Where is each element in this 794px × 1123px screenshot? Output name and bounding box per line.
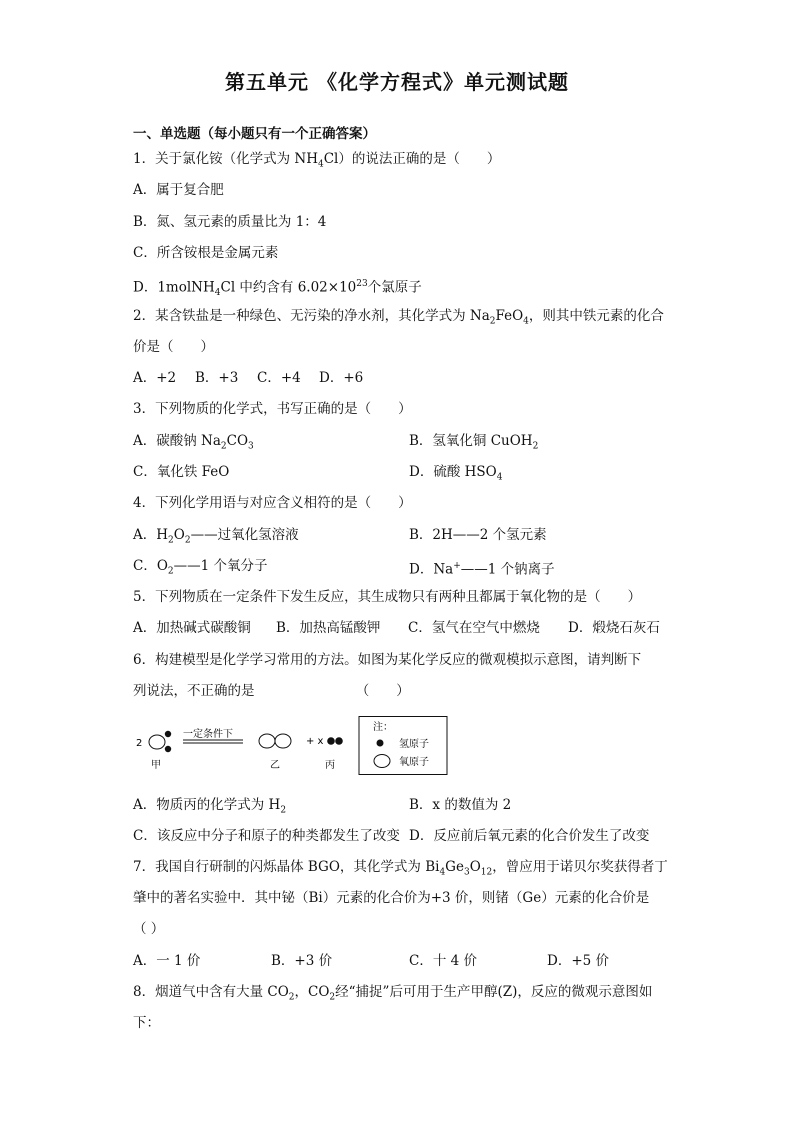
q1-d-sub: 4 <box>214 288 221 299</box>
section-heading: 一、单选题（每小题只有一个正确答案） <box>133 126 376 142</box>
q8-stem-line1 <box>133 982 652 1008</box>
q7-option-a: A．一 1 价 <box>133 953 201 969</box>
q7-sub2: 3 <box>463 867 470 878</box>
q5-option-c: C．氢气在空气中燃烧 <box>408 620 540 636</box>
q6-option-b: B．x 的数值为 2 <box>409 797 512 813</box>
q7-stem-a: 7．我国自行研制的闪烁晶体 BGO，其化学式为 Bi <box>133 859 440 875</box>
q7-stem-line3: （ ） <box>133 921 165 937</box>
q1-option-b: B．氮、氢元素的质量比为 1：4 <box>133 214 327 230</box>
q4-d-text-a: D．Na <box>409 561 454 578</box>
q8-stem-line2: 下： <box>133 1015 160 1031</box>
q1-option-d <box>133 274 422 303</box>
q2-option-d: D．+6 <box>319 370 364 386</box>
q1-stem-sub: 4 <box>317 159 324 170</box>
reaction-condition: 一定条件下 <box>183 729 233 740</box>
q4-a-text-a: A．H <box>133 527 169 543</box>
q5-stem: 5．下列物质在一定条件下发生反应，其生成物只有两种且都属于氧化物的是（ ） <box>133 589 642 605</box>
q5-option-d: D．煅烧石灰石 <box>568 620 660 636</box>
legend-hydrogen: 氢原子 <box>399 739 429 750</box>
q3-a-text-b: CO <box>226 433 249 449</box>
q3-b-sub: 2 <box>532 441 539 452</box>
q1-stem-text-a: 1．关于氯化铵（化学式为 NH <box>133 151 318 167</box>
hydrogen-atom-icon <box>335 737 343 745</box>
hydrogen-atom-icon <box>377 740 384 747</box>
q3-option-d <box>409 462 502 488</box>
hydrogen-atom-icon <box>165 746 171 752</box>
q3-option-a <box>133 431 254 457</box>
q2-stem-a: 2．某含铁盐是一种绿色、无污染的净水剂，其化学式为 Na <box>133 308 490 324</box>
q2-stem-b: FeO <box>495 308 524 324</box>
q4-option-a <box>133 525 299 551</box>
q8-stem-a: 8．烟道气中含有大量 CO <box>133 984 289 1000</box>
q1-d-text-c: 个氯原子 <box>367 279 422 296</box>
q1-d-sup: 23 <box>356 279 368 289</box>
q1-d-text-b: Cl 中约含有 6.02×10 <box>220 279 357 296</box>
q2-sub2: 4 <box>523 316 529 327</box>
q7-option-b: B．+3 价 <box>271 953 333 969</box>
oxygen-atom-icon <box>374 755 390 768</box>
q4-option-d <box>409 556 555 580</box>
q1-option-a: A．属于复合肥 <box>133 182 224 198</box>
oxygen-atom-icon <box>275 734 291 748</box>
q5-options <box>133 618 660 638</box>
q4-stem: 4．下列化学用语与对应含义相符的是（ ） <box>133 495 412 511</box>
q6-option-a <box>133 795 286 821</box>
q2-sub1: 2 <box>489 316 496 327</box>
q7-option-d: D．+5 价 <box>547 953 610 969</box>
q4-c-text-b: ——1 个氧分子 <box>173 558 268 574</box>
q2-stem-line1 <box>133 306 664 332</box>
q2-option-c: C．+4 <box>257 370 301 386</box>
q8-stem-b: ，CO <box>294 984 330 1000</box>
diagram-coef: 2 <box>136 738 143 749</box>
q5-option-a: A．加热碱式碳酸铜 <box>133 620 251 636</box>
q2-stem-line2: 价是（ ） <box>133 339 214 355</box>
q7-stem-c: O <box>469 859 481 875</box>
q7-stem-d: ，曾应用于诺贝尔奖获得者丁 <box>492 859 668 875</box>
q1-stem-text-b: Cl）的说法正确的是（ ） <box>323 151 501 167</box>
q4-a-text-c: ——过氧化氢溶液 <box>190 527 299 543</box>
q2-options <box>133 368 363 388</box>
hydrogen-atom-icon <box>165 731 171 737</box>
q7-option-c: C．十 4 价 <box>409 953 478 969</box>
q7-sub1: 4 <box>439 867 446 878</box>
q3-a-text-a: A．碳酸钠 Na <box>133 433 221 449</box>
q8-sub1: 2 <box>288 992 295 1003</box>
q7-stem-line1 <box>133 857 668 883</box>
q8-sub2: 2 <box>329 992 336 1003</box>
legend-oxygen: 氧原子 <box>399 757 429 768</box>
q4-a-text-b: O <box>173 527 185 543</box>
q7-sub3: 12 <box>480 867 493 878</box>
legend-title: 注： <box>373 722 393 733</box>
q7-options <box>133 951 609 971</box>
q6-a-text: A．物质丙的化学式为 H <box>133 797 281 813</box>
q7-stem-line2: 肇中的著名实验中．其中铋（Bi）元素的化合价为+3 价，则锗（Ge）元素的化合价是 <box>133 890 650 906</box>
q1-stem <box>133 149 500 175</box>
oxygen-atom-icon <box>259 734 275 748</box>
q6-stem-line2: 列说法，不正确的是 （ ） <box>133 683 410 699</box>
oxygen-atom-icon <box>149 735 165 749</box>
hydrogen-atom-icon <box>327 737 335 745</box>
q2-option-b: B．+3 <box>195 370 239 386</box>
q6-stem-line1: 6．构建模型是化学学习常用的方法。如图为某化学反应的微观模拟示意图，请判断下 <box>133 652 642 668</box>
q7-stem-b: Ge <box>445 859 464 875</box>
q3-b-text: B．氢氧化铜 CuOH <box>409 433 533 449</box>
q4-d-sup: + <box>453 561 461 571</box>
label-jia: 甲 <box>151 760 161 771</box>
page-title: 第五单元 《化学方程式》单元测试题 <box>225 70 569 94</box>
q3-stem: 3．下列物质的化学式，书写正确的是（ ） <box>133 401 412 417</box>
q5-option-b: B．加热高锰酸钾 <box>276 620 381 636</box>
q1-d-text-a: D．1molNH <box>133 279 215 296</box>
q2-option-a: A．+2 <box>133 370 177 386</box>
q2-stem-c: ，则其中铁元素的化合 <box>528 308 664 324</box>
q4-a-sub2: 2 <box>184 535 191 546</box>
q6-option-d: D．反应前后氧元素的化合价发生了改变 <box>409 828 650 844</box>
q3-a-sub2: 3 <box>248 441 254 452</box>
q1-option-c: C．所含铵根是金属元素 <box>133 245 279 261</box>
q8-stem-c: 经“捕捉”后可用于生产甲醇(Z)，反应的微观示意图如 <box>335 984 653 1000</box>
q4-a-sub1: 2 <box>168 535 174 546</box>
label-yi: 乙 <box>270 760 280 771</box>
q3-option-b <box>409 431 538 457</box>
q3-option-c: C．氧化铁 FeO <box>133 464 230 480</box>
q6-option-c: C．该反应中分子和原子的种类都发生了改变 <box>133 828 400 844</box>
q4-c-sub: 2 <box>167 566 174 577</box>
q4-c-text-a: C．O <box>133 558 168 574</box>
plus-x: + x <box>306 736 324 747</box>
reaction-diagram <box>133 716 463 778</box>
q3-d-sub: 4 <box>496 472 503 483</box>
q3-d-text: D．硫酸 HSO <box>409 464 497 480</box>
q3-a-sub1: 2 <box>220 441 227 452</box>
q4-d-text-b: ——1 个钠离子 <box>460 561 555 578</box>
q4-option-c <box>133 556 268 582</box>
label-bing: 丙 <box>325 760 335 771</box>
q4-option-b: B．2H——2 个氢元素 <box>409 527 547 543</box>
q6-a-sub: 2 <box>280 805 287 816</box>
